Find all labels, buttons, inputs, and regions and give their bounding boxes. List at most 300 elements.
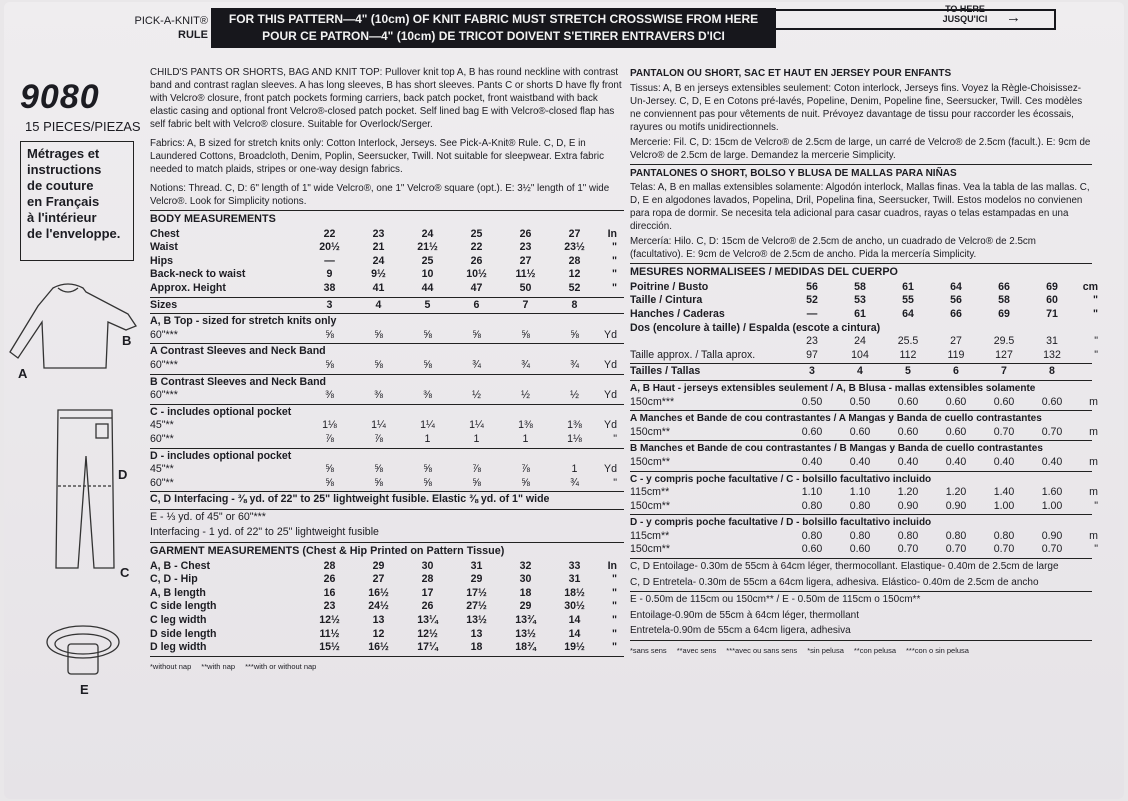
pants-sketch-icon [56,410,114,568]
table-row [630,486,1098,500]
table-cell: ¾ [521,358,530,371]
table-cell: 23 [519,241,532,254]
table-cell: 6 [953,365,959,378]
table-cell: ⅝ [325,463,334,476]
table-cell: 5 [424,298,431,311]
table-cell: 0.80 [849,499,871,512]
mercerie: Mercerie: Fil. C, D: 15cm de Velcro® de 2.5cm de large, un carré de Velcro® de 2.5cm (facult.). E: 9cm de Velcro® de 2.5cm de large. Demandez la mercerie Simplicity. [630,136,1091,161]
table-cell: 64 [902,307,914,320]
table-cell: 29 [372,559,385,572]
table-cell: 24 [421,227,434,240]
table-cell: 28 [323,559,336,572]
table-cell: 10 [421,268,434,281]
table-cell: 0.60 [849,543,871,556]
row-label: A, B length [150,586,206,599]
table-cell: 0.80 [801,529,823,542]
entoilage-es: C, D Entretela- 0.30m de 55cm a 64cm ligera, adhesiva. Elástico- 0.40m de 2.5cm de ancho [630,576,1039,588]
row-unit: Yd [604,463,617,476]
table-cell: 104 [851,348,869,361]
table-cell: 0.90 [945,499,967,512]
table-cell: ¾ [570,476,579,489]
table-row [630,294,1098,308]
table-cell: 23 [372,227,385,240]
row-label: 60"*** [150,389,178,402]
french-box-line: de l'enveloppe. [27,226,121,241]
table-row [630,499,1098,514]
table-cell: 12½ [417,627,438,640]
row-unit: " [1094,348,1098,361]
interfacing-line: C, D Interfacing - ⅜ yd. of 22" to 25" lightweight fusible. Elastic ⅜ yd. of 1" wide [150,493,550,506]
french-box-line: Métrages et [27,146,100,161]
row-label: 45"** [150,463,174,476]
table-cell: 9 [326,268,333,281]
divider [630,471,1092,472]
table-row [150,241,624,255]
table-cell: 16½ [368,586,389,599]
table-cell: 56 [950,294,962,307]
yardage-title: C - y compris poche facultative / C - bolsillo facultativo incluido [630,473,932,485]
garment-label-c: C [120,565,130,580]
table-cell: 0.40 [849,455,871,468]
table-cell: 55 [902,294,914,307]
yardage-title: A, B Top - sized for stretch knits only [150,315,337,328]
table-cell: 12 [372,627,385,640]
table-row [630,280,1098,295]
table-cell: 26 [323,573,336,586]
table-cell: 0.70 [945,543,967,556]
row-label: Waist [150,241,178,254]
row-label: Tailles / Tallas [630,365,701,378]
table-row [150,600,624,614]
table-cell: 1.20 [945,486,967,499]
table-cell: 1.10 [801,486,823,499]
table-row [630,335,1098,349]
table-cell: ½ [570,389,579,402]
table-cell: 1⅜ [518,419,533,432]
row-label: Back-neck to waist [150,268,246,281]
table-cell: 17½ [466,586,487,599]
table-cell: 6 [473,298,480,311]
garment-label-a: A [18,366,28,381]
table-cell: 13¼ [417,614,438,627]
row-label: Hips [150,254,173,267]
table-cell: 16½ [368,641,389,654]
table-cell: 1.10 [849,486,871,499]
table-cell: 0.70 [993,425,1015,438]
table-row [630,543,1098,557]
table-cell: 3 [809,365,815,378]
table-cell: ⅝ [423,358,432,371]
table-cell: 29 [470,573,483,586]
row-label: Approx. Height [150,281,226,294]
table-cell: 9½ [371,268,386,281]
table-cell: 1.00 [993,499,1015,512]
row-label: C leg width [150,614,207,627]
bag-entretela: Entretela-0.90m de 55cm a 64cm ligera, adhesiva [630,625,851,637]
row-label: 115cm** [630,529,670,542]
row-unit: " [611,254,617,267]
table-cell: ⅝ [521,328,530,341]
table-cell: 64 [950,280,962,293]
table-cell: 16 [323,586,336,599]
table-cell: 18½ [564,586,585,599]
table-cell: 0.80 [801,499,823,512]
table-cell: 0.80 [993,529,1015,542]
table-cell: 1¼ [469,419,484,432]
table-row [150,255,624,269]
table-row [150,299,624,313]
row-label: C, D - Hip [150,573,198,586]
pieces-count: 15 PIECES/PIEZAS [25,119,141,134]
table-cell: 25 [421,254,434,267]
table-cell: ⅝ [325,328,334,341]
row-unit: Yd [604,358,617,371]
table-cell: 1 [473,432,480,445]
table-cell: ⅜ [423,389,432,402]
table-cell: ⅝ [374,476,383,489]
pattern-number: 9080 [20,78,100,116]
row-label: 45"** [150,419,174,432]
yardage-title: C - includes optional pocket [150,405,292,418]
french-instructions-box [20,141,134,261]
table-cell: 1 [571,463,578,476]
table-cell: 1.00 [1041,499,1063,512]
table-cell: 29.5 [993,335,1015,348]
divider [630,514,1092,515]
table-cell: ⅝ [423,476,432,489]
table-cell: 1.20 [897,486,919,499]
table-cell: 18¾ [515,641,536,654]
table-cell: 69 [998,307,1010,320]
table-cell: 30½ [564,600,585,613]
table-cell: 12½ [319,614,340,627]
table-cell: 23 [323,600,336,613]
table-row [150,573,624,587]
table-cell: 41 [372,281,385,294]
table-cell: 0.70 [1041,543,1063,556]
table-cell: 5 [905,365,911,378]
table-cell: 61 [854,307,866,320]
table-cell: ⅝ [374,358,383,371]
bag-sketch-icon [47,626,119,674]
table-cell: 0.70 [897,543,919,556]
table-cell: 31 [568,573,581,586]
table-cell: 1¼ [371,419,386,432]
table-cell: 58 [998,294,1010,307]
row-unit: Yd [604,328,617,341]
table-cell: 24 [372,254,385,267]
table-cell: ⅜ [374,389,383,402]
row-label: A, B - Chest [150,559,211,572]
table-cell: ⅝ [423,463,432,476]
table-row [630,348,1098,363]
table-cell: 4 [375,298,382,311]
row-label: 60"** [150,476,174,489]
table-cell: 26 [421,600,434,613]
table-cell: 8 [1049,365,1055,378]
table-cell: 11½ [319,627,340,640]
table-row [630,425,1098,440]
row-label: 60"*** [150,328,178,341]
spanish-title: PANTALONES O SHORT, BOLSO Y BLUSA DE MALLAS PARA NIÑAS [630,167,957,179]
table-cell: 28 [568,254,581,267]
table-cell: 0.60 [897,395,919,408]
table-cell: 58 [854,280,866,293]
table-cell: ⅜ [325,389,334,402]
table-row [150,641,624,655]
table-cell: 20½ [319,241,340,254]
table-cell: 0.70 [1041,425,1063,438]
bag-fabric-fr-es: E - 0.50m de 115cm ou 150cm** / E - 0.50m de 115cm o 150cm** [630,594,921,606]
table-cell: 1⅛ [567,432,582,445]
table-cell: 1 [424,432,431,445]
table-cell: 28 [421,573,434,586]
table-cell: ⅝ [570,328,579,341]
table-cell: ¾ [472,358,481,371]
table-cell: 71 [1046,307,1058,320]
table-cell: 97 [806,348,818,361]
table-cell: 27 [372,573,385,586]
row-label: 60"*** [150,358,178,371]
to-here-label: TO HERE JUSQU'ICI [942,4,988,24]
yardage-title: A, B Haut - jerseys extensibles seulement / A, B Blusa - mallas extensibles solamente [630,382,1036,394]
body-measurements-title: BODY MEASUREMENTS [150,213,276,225]
table-cell: 10½ [466,268,487,281]
table-cell: 21 [372,241,385,254]
table-row [630,529,1098,544]
divider [150,448,624,449]
table-cell: 7 [1001,365,1007,378]
table-cell: 127 [995,348,1013,361]
table-cell: 60 [1046,294,1058,307]
nap-note: ***with or without nap [245,661,317,671]
yardage-title: B Manches et Bande de cou contrastantes / B Mangas y Banda de cuello contrastantes [630,443,1043,455]
table-cell: 29 [519,600,532,613]
table-cell: 0.40 [945,455,967,468]
nap-note: *without nap [150,661,192,671]
table-cell: 32 [519,559,532,572]
row-unit: " [1092,294,1098,307]
table-cell: 8 [571,298,578,311]
row-label: D leg width [150,641,207,654]
nap-note: *sans sens [630,646,667,656]
french-box-line: de couture [27,178,94,193]
table-cell: 66 [998,280,1010,293]
table-cell: 13¾ [515,614,536,627]
table-cell: ⅝ [521,476,530,489]
table-row [150,419,624,433]
bag-entoilage: Entoilage-0.90m de 55cm à 64cm léger, thermollant [630,609,860,621]
garment-label-d: D [118,467,128,482]
table-cell: 0.60 [849,425,871,438]
table-row [150,329,624,343]
table-row [150,228,624,242]
table-cell: 25.5 [897,335,919,348]
table-cell: 22 [470,241,483,254]
row-unit: m [1089,529,1098,542]
table-cell: 31 [1046,335,1058,348]
garment-label-e: E [80,682,89,697]
row-label: D side length [150,627,217,640]
table-cell: 27 [950,335,962,348]
row-label: Chest [150,227,180,240]
row-label: Taille / Cintura [630,294,703,307]
table-cell: 38 [323,281,336,294]
table-cell: 17 [421,586,434,599]
row-label: Sizes [150,298,178,311]
table-row [150,282,624,296]
table-cell: 11½ [515,268,536,281]
table-cell: 15½ [319,641,340,654]
row-unit: " [613,432,617,445]
table-cell: 7 [522,298,529,311]
table-cell: ⅝ [325,476,334,489]
nap-note: **con pelusa [853,646,897,656]
table-cell: 0.60 [1041,395,1063,408]
table-cell: 13 [470,627,483,640]
table-row [150,587,624,601]
row-unit: m [1089,455,1098,468]
divider [150,374,624,375]
row-unit: " [1094,335,1098,348]
row-unit: Yd [604,389,617,402]
table-cell: 69 [1046,280,1058,293]
tissus: Tissus: A, B en jerseys extensibles seulement: Coton interlock, Jerseys fins. Voyez la Règle-Choisissez-Un-Jersey. C, D, E en Cotons pré-lavés, Popeline, Denim, Popeline fine, Seersucker, Twill. Ces modèles ne conviennent pas pour vêtements de nuit. Prévoyez davantage de tissu pour raccorder les écossais, rayures ou motifs unidirectionnels. [630,82,1083,133]
row-label: Hanches / Caderas [630,307,725,320]
table-cell: 24½ [368,600,389,613]
garment-measurements-title: GARMENT MEASUREMENTS (Chest & Hip Printed on Pattern Tissue) [150,545,505,558]
row-unit: m [1089,395,1098,408]
table-cell: 0.60 [945,395,967,408]
table-cell: 18 [519,586,532,599]
table-cell: ⅞ [472,463,481,476]
table-cell: 18 [470,641,483,654]
table-row [150,433,624,447]
row-unit: " [611,281,617,294]
table-cell: 53 [854,294,866,307]
table-cell: 66 [950,307,962,320]
row-label: Taille approx. / Talla aprox. [630,348,756,361]
table-cell: 19½ [564,641,585,654]
table-cell: ⅝ [325,358,334,371]
table-cell: 21½ [417,241,438,254]
table-cell: ½ [521,389,530,402]
table-cell: ⅝ [472,328,481,341]
table-row [150,477,624,491]
table-cell: 0.50 [801,395,823,408]
table-cell: 0.40 [801,455,823,468]
table-cell: — [806,307,818,320]
nap-note: **avec sens [676,646,717,656]
table-cell: ¾ [570,358,579,371]
garment-label-b: B [122,333,132,348]
table-row [150,268,624,282]
yardage-title: A Manches et Bande de cou contrastantes / A Mangas y Banda de cuello contrastantes [630,413,1042,425]
notions: Notions: Thread. C, D: 6" length of 1" wide Velcro®, one 1" Velcro® square (opt.). E: 3½" length of 1" wide Velcro®. Look for Simplicity notions. [150,183,610,207]
table-cell: 1⅜ [567,419,582,432]
table-cell: 61 [902,280,914,293]
row-label: 150cm*** [630,395,675,408]
nap-note: ***avec ou sans sens [726,646,798,656]
bag-interfacing-line: Interfacing - 1 yd. of 22" to 25" lightweight fusible [150,526,379,539]
french-spanish-column [630,66,1098,658]
arrow-right-icon: → [1006,9,1021,26]
yardage-title: A Contrast Sleeves and Neck Band [150,345,326,358]
table-row [150,628,624,642]
row-unit: In [607,227,617,240]
table-cell: 0.40 [993,455,1015,468]
fabrics: Fabrics: A, B sized for stretch knits only: Cotton Interlock, Jerseys. See Pick-A-Knit® Rule. C, D, E in Laundered Cottons, Broadcloth, Denim, Poplin, Seersucker, Twill. Not suitable for sleepwear. Extra fabric needed to match plaids, stripes or one-way design fabrics. [150,138,604,175]
row-label: 150cm** [630,499,671,512]
row-unit: " [611,586,617,599]
row-unit: Yd [604,419,617,432]
table-cell: 0.60 [801,425,823,438]
table-cell: 30 [519,573,532,586]
divider [630,410,1092,411]
table-cell: 26 [519,227,532,240]
bag-fabric-line: E - ⅓ yd. of 45" or 60"*** [150,510,266,523]
english-column [150,66,624,673]
table-cell: 13 [372,614,385,627]
table-cell: ½ [472,389,481,402]
row-label: 115cm** [630,486,670,499]
row-unit: " [611,241,617,254]
table-cell: 52 [568,281,581,294]
table-cell: ⅞ [325,432,334,445]
mesures-title: MESURES NORMALISEES / MEDIDAS DEL CUERPO [630,266,898,279]
french-title: PANTALON OU SHORT, SAC ET HAUT EN JERSEY POUR ENFANTS [630,68,952,79]
row-unit: " [611,614,617,627]
table-cell: 0.90 [897,499,919,512]
row-unit: m [1089,425,1098,438]
row-unit: " [611,573,617,586]
table-cell: 0.50 [849,395,871,408]
table-cell: 22 [323,227,336,240]
row-label: 150cm** [630,543,671,556]
table-cell: 0.90 [1041,529,1063,542]
table-row [150,560,624,574]
row-unit: In [607,559,617,572]
table-cell: 27½ [466,600,487,613]
entoilage-fr: C, D Entoilage- 0.30m de 55cm à 64cm léger, thermocollant. Elastique- 0.40m de 2.5cm de large [630,561,1059,573]
table-cell: 1⅛ [322,419,337,432]
table-cell: 50 [519,281,532,294]
table-cell: 14 [568,614,581,627]
french-box-line: instructions [27,162,102,177]
dos-label: Dos (encolure à taille) / Espalda (escote a cintura) [630,321,881,334]
pick-a-knit-rule: FOR THIS PATTERN—4" (10cm) OF KNIT FABRIC MUST STRETCH CROSSWISE FROM HERE POUR CE PATRON—4" (10cm) DE TRICOT DOIVENT S'ETIRER ENTRAVERS D'ICI [211,8,776,48]
table-cell: — [324,254,335,267]
nap-note: **with nap [201,661,236,671]
table-cell: 112 [899,348,917,361]
table-cell: 0.40 [897,455,919,468]
table-cell: ⅝ [423,328,432,341]
table-cell: 25 [470,227,483,240]
table-cell: 30 [421,559,434,572]
merceria: Mercería: Hilo. C, D: 15cm de Velcro® de 2.5cm de ancho, un cuadrado de Velcro® de 2.5cm (facultativo). E: 9cm de Velcro® de 2.5cm de ancho. Pida la mercería Simplicity. [630,236,1036,261]
table-cell: ⅞ [374,432,383,445]
row-label: Poitrine / Busto [630,280,709,293]
row-unit: " [1092,307,1098,320]
table-row [150,389,624,403]
yardage-title: B Contrast Sleeves and Neck Band [150,375,327,388]
table-cell: 33 [568,559,581,572]
table-cell: 1 [522,432,529,445]
row-unit: m [1089,486,1098,499]
table-cell: 27 [568,227,581,240]
row-label: 150cm** [630,455,671,468]
table-cell: ⅞ [521,463,530,476]
